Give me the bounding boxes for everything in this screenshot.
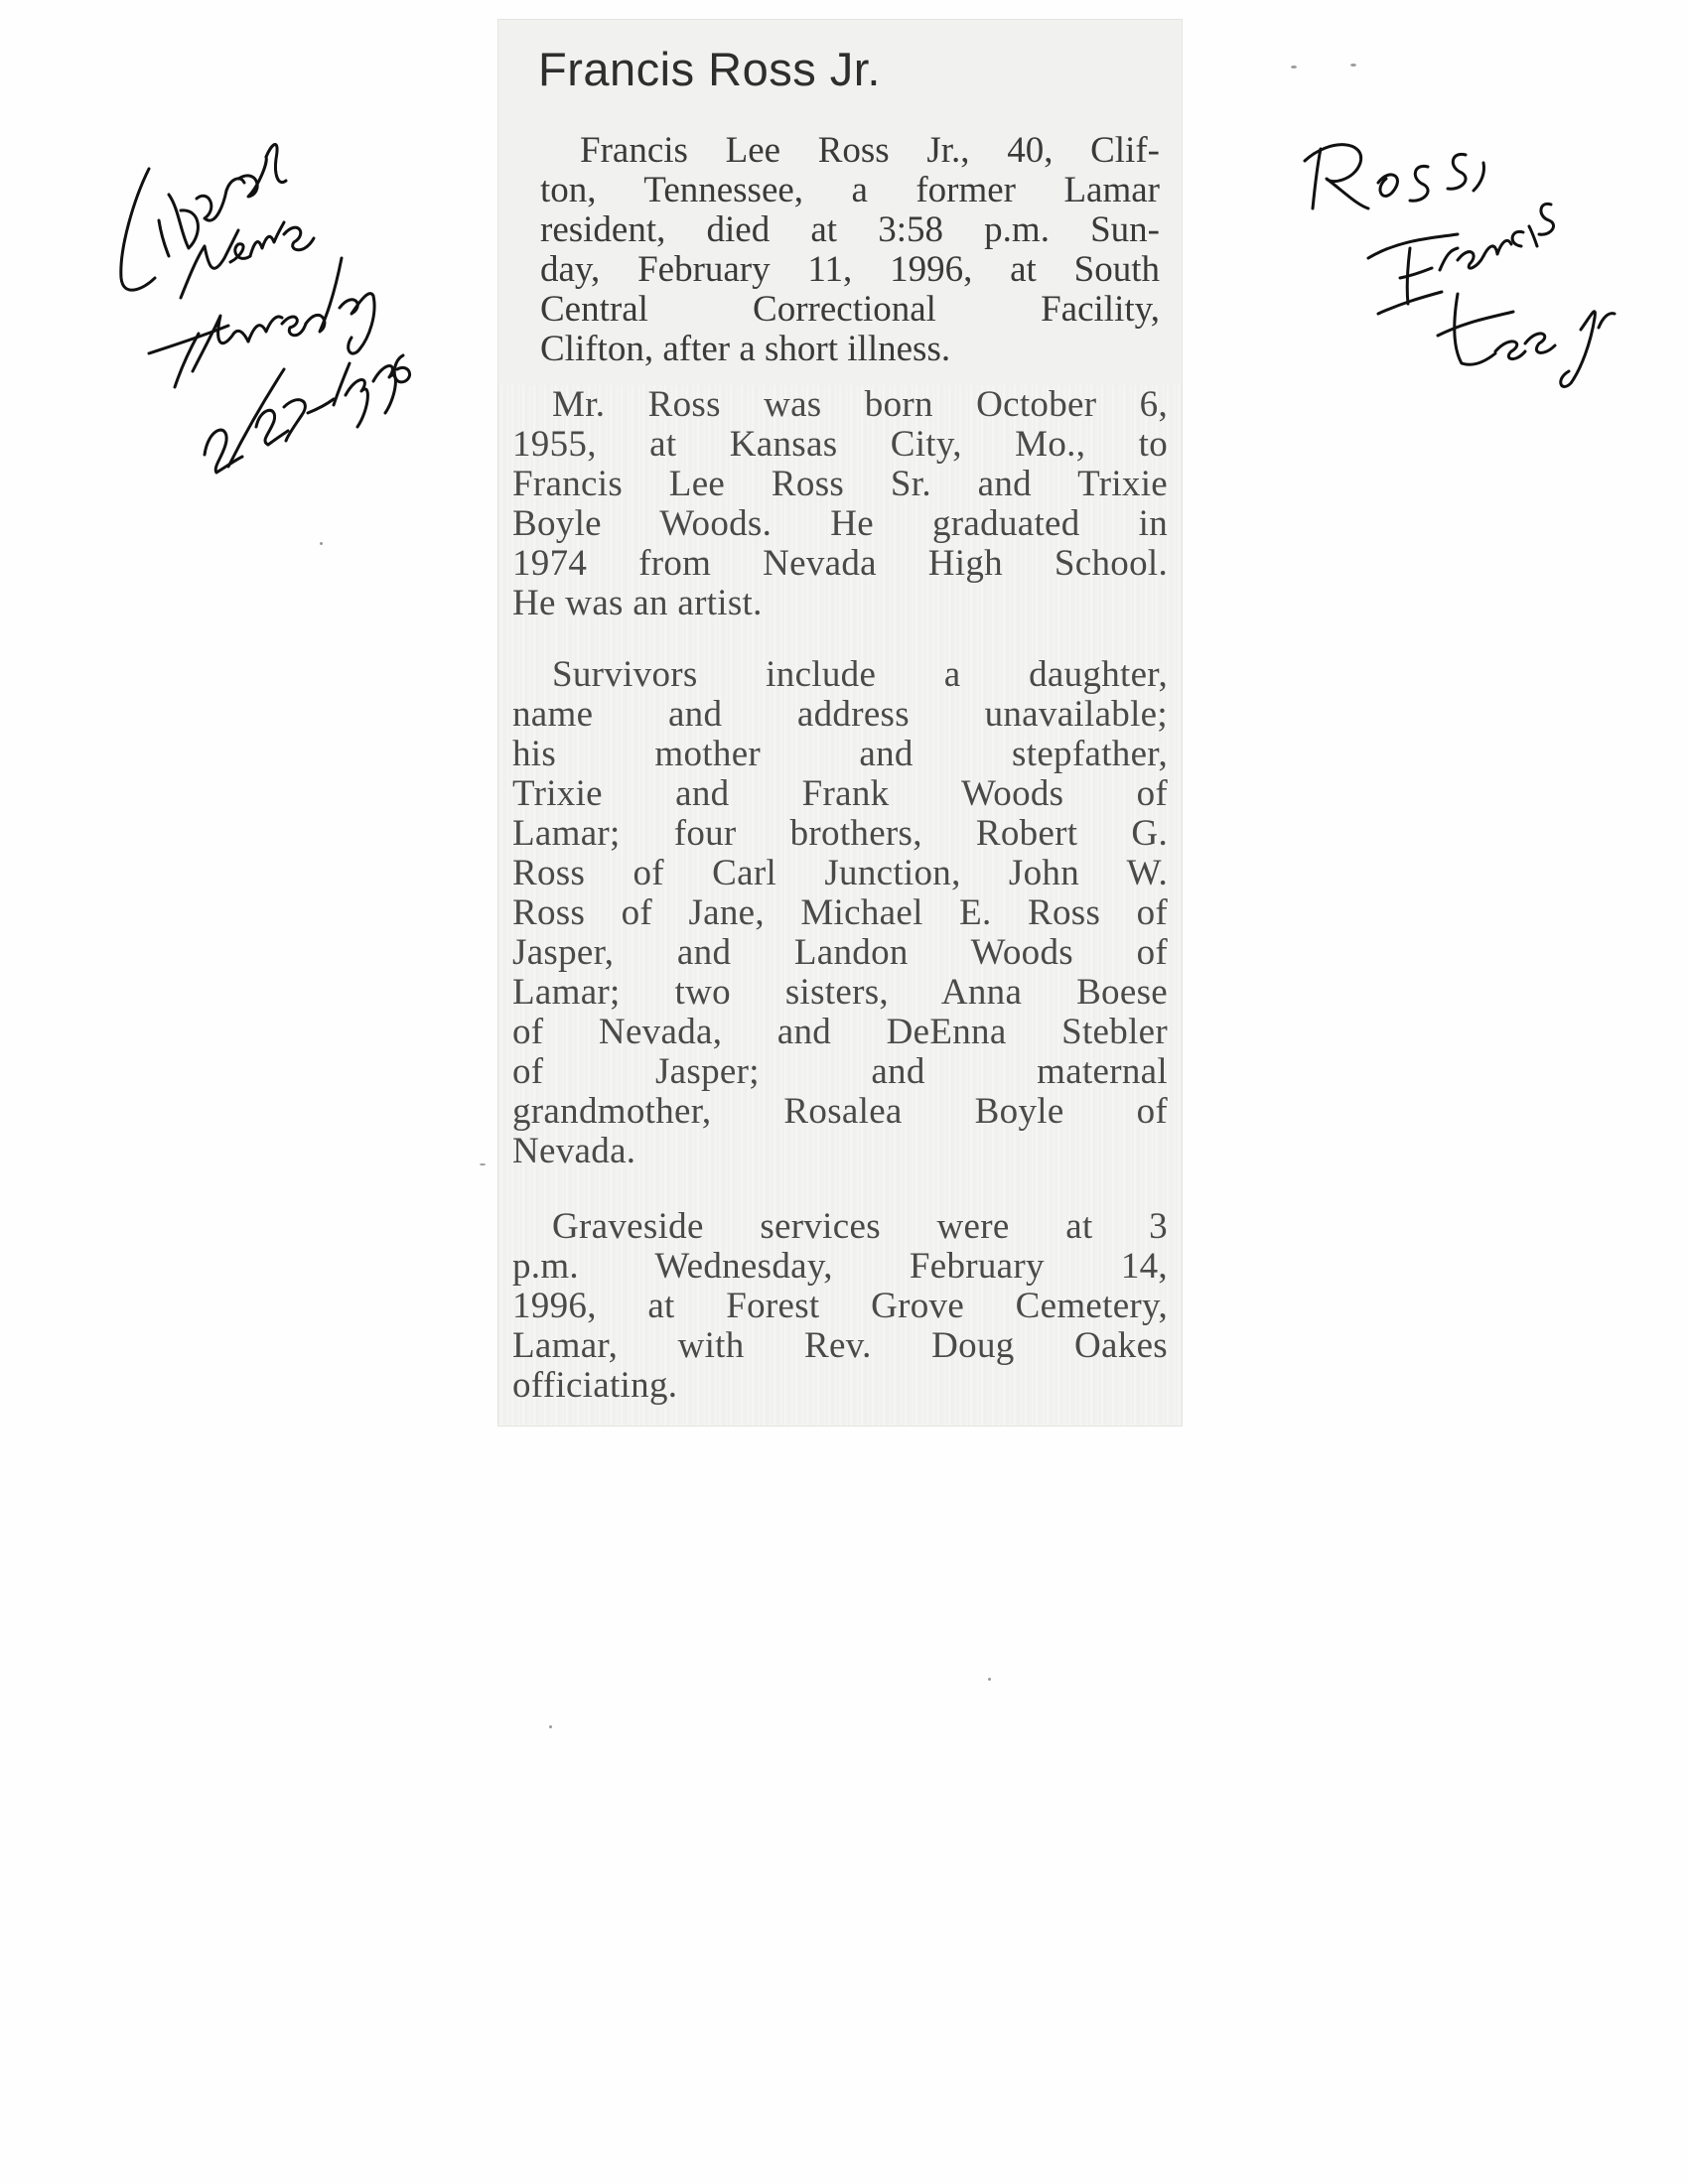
obituary-paragraph-survivors [512,655,1168,1171]
text-line: Ross of Carl Junction, John W. [512,853,1168,893]
obituary-headline: Francis Ross Jr. [538,43,881,95]
scan-speck [1291,66,1297,68]
text-line: resident, died at 3:58 p.m. Sun- [540,209,1160,250]
text-line: his mother and stepfather, [512,734,1168,774]
scan-speck [1350,64,1356,67]
text-line: day, February 11, 1996, at South [540,249,1160,290]
text-line: 1974 from Nevada High School. [512,543,1168,584]
text-line: Clifton, after a short illness. [540,329,951,369]
scan-speck [320,542,323,545]
handwritten-note-left [109,139,437,496]
text-line: of Nevada, and DeEnna Stebler [512,1012,1168,1052]
text-line: Graveside services were at 3 [552,1206,1168,1247]
text-line: Central Correctional Facility, [540,289,1160,330]
text-line: p.m. Wednesday, February 14, [512,1246,1168,1287]
text-line: Mr. Ross was born October 6, [552,384,1168,425]
text-line: 1955, at Kansas City, Mo., to [512,424,1168,465]
text-line: Lamar; four brothers, Robert G. [512,813,1168,854]
text-line: Jasper, and Landon Woods of [512,932,1168,973]
text-line: Francis Lee Ross Jr., 40, Clif- [580,130,1160,171]
handwritten-note-right [1291,109,1618,407]
text-line: 1996, at Forest Grove Cemetery, [512,1286,1168,1326]
text-line: grandmother, Rosalea Boyle of [512,1091,1168,1132]
text-line: ton, Tennessee, a former Lamar [540,170,1160,210]
scan-speck [549,1725,552,1728]
text-line: Ross of Jane, Michael E. Ross of [512,892,1168,933]
text-line: Lamar; two sisters, Anna Boese [512,972,1168,1013]
text-line: of Jasper; and maternal [512,1051,1168,1092]
text-line: Boyle Woods. He graduated in [512,503,1168,544]
text-line: officiating. [512,1365,678,1406]
text-line: Francis Lee Ross Sr. and Trixie [512,464,1168,504]
text-line: Trixie and Frank Woods of [512,773,1168,814]
newspaper-clipping [498,20,1182,1426]
scan-speck [988,1678,991,1681]
obituary-paragraph-services [512,1207,1168,1406]
scan-speck [480,1163,486,1165]
text-line: Lamar, with Rev. Doug Oakes [512,1325,1168,1366]
obituary-paragraph-death [540,131,1160,369]
text-line: Survivors include a daughter, [552,654,1168,695]
text-line: He was an artist. [512,583,763,623]
obituary-paragraph-birth [512,385,1168,623]
text-line: name and address unavailable; [512,694,1168,735]
text-line: Nevada. [512,1131,636,1171]
